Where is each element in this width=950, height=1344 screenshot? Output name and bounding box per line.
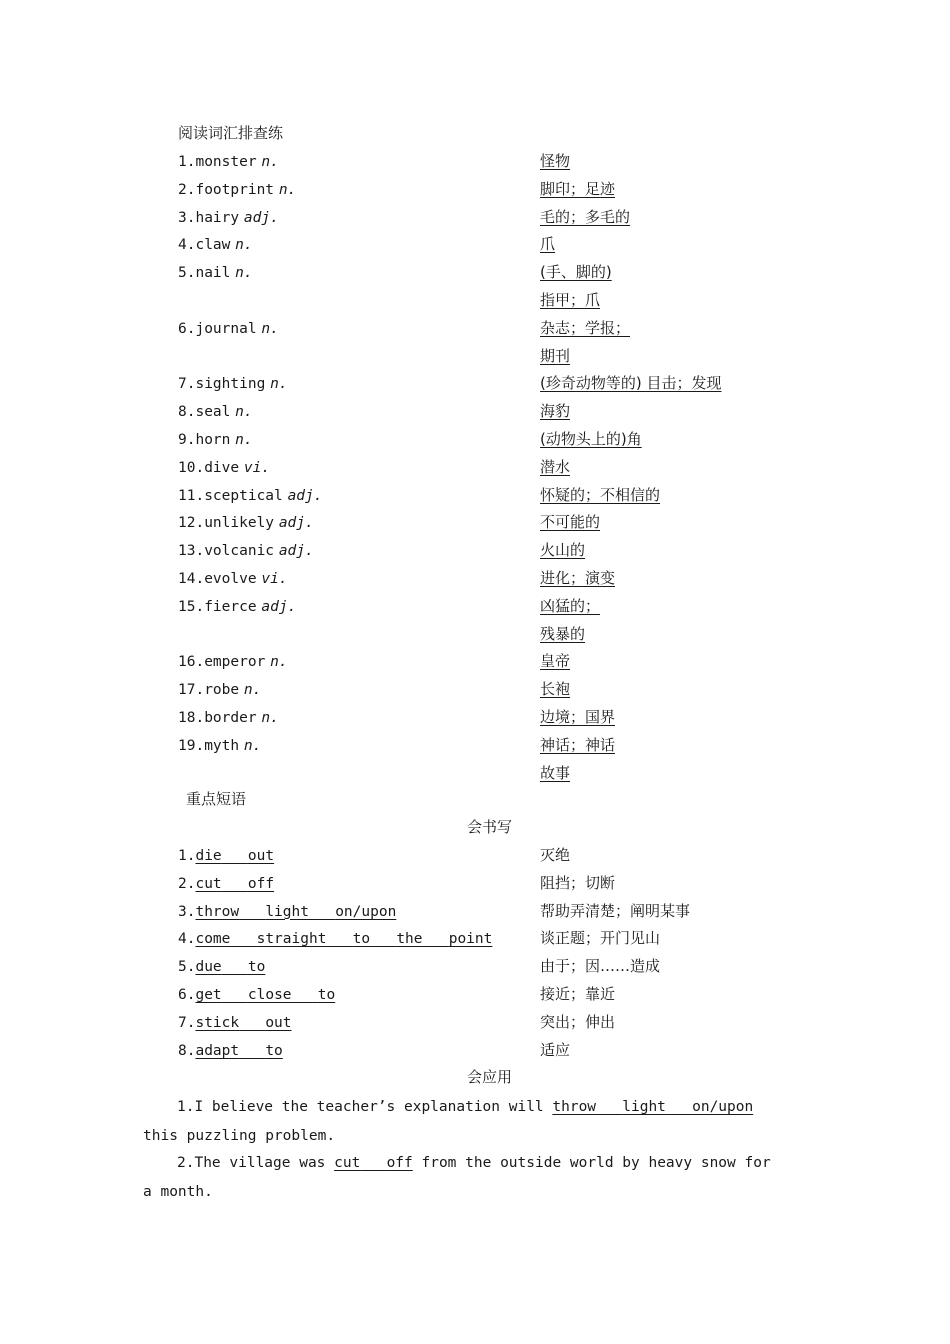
vocab-meaning [540,512,600,532]
vocab-word: unlikely [204,515,275,532]
vocab-meaning-text: 潜水 [540,457,571,476]
vocab-meaning [540,735,615,755]
sentence-blank-word: light [622,1099,666,1115]
sentence-number: 1. [177,1099,195,1115]
phrase-word: get [195,987,222,1003]
vocab-meaning [540,290,600,310]
vocab-pos: n. [235,265,253,282]
phrase-meaning-text: 适应 [540,1040,571,1059]
phrase-word: to [352,931,371,948]
phrase-gap [230,931,256,947]
phrase-gap [222,959,248,975]
vocab-word: evolve [204,571,257,587]
vocab-meaning [540,401,570,421]
phrase-meaning-text: 突出；伸出 [540,1012,616,1031]
vocab-meaning-text: (动物头上的)角 [540,430,642,448]
phrase-gap [222,848,248,864]
vocab-meaning [540,429,642,449]
vocab-meaning-text: 故事 [540,763,571,782]
phrase-word: light [265,903,309,920]
vocab-pos: n. [235,237,253,254]
phrase-word: point [448,931,493,948]
phrase-word: due [195,959,222,976]
sentence-blank-word: on/upon [692,1099,754,1115]
vocab-word: border [204,710,257,726]
phrase-number: 2. [178,875,196,892]
phrase-word: cut [195,875,222,892]
vocab-word: nail [195,265,231,282]
vocab-pos: adj. [287,487,323,504]
phrase-gap [239,1015,265,1031]
section-title-text: 重点短语 [186,790,247,808]
vocab-meaning [540,151,570,171]
phrase-word: throw [195,903,240,920]
phrase-number: 3. [178,903,196,920]
vocab-meaning-text: 爪 [540,235,556,254]
vocab-meaning-text: 长袍 [540,680,571,699]
phrase-gap [292,987,318,1003]
subheading-text: 会应用 [467,1068,513,1086]
vocab-number: 11. [178,487,205,504]
vocab-item [178,401,253,422]
vocab-meaning-text: 杂志；学报； [540,318,631,337]
vocab-meaning [540,373,721,393]
vocab-word: sighting [195,376,266,393]
vocab-number: 2. [178,181,196,198]
vocab-number: 19. [178,737,205,754]
phrase-meaning-text: 由于；因……造成 [540,957,661,976]
phrase-number: 8. [178,1042,196,1059]
phrase-word: die [195,848,222,864]
vocab-meaning-text: 边境；国界 [540,708,616,726]
vocab-item [178,596,296,617]
phrase-gap [222,987,248,1003]
vocab-meaning-text: (珍奇动物等的) 目击；发现 [540,374,722,393]
phrase-gap [239,1043,265,1059]
vocab-meaning [540,568,615,588]
vocab-item [178,234,253,255]
vocab-meaning [540,485,660,505]
vocab-word: emperor [204,654,266,671]
vocab-word: dive [204,459,240,476]
sentence-blank-word: off [386,1155,413,1171]
phrase-word: close [247,987,292,1003]
phrase-word: on/upon [335,903,397,920]
vocab-pos: vi. [261,571,288,587]
vocab-word: myth [204,737,240,754]
phrase-number: 1. [178,848,196,864]
phrase-word: come [195,931,231,948]
sentence-before: The village was [194,1155,335,1171]
vocab-pos: adj. [243,209,279,226]
vocab-pos: n. [235,404,253,421]
vocab-item [178,707,279,728]
phrase-meaning [540,901,690,921]
vocab-word: monster [195,154,257,170]
phrase-word: off [247,875,275,892]
phrase-item [178,1040,283,1061]
vocab-number: 15. [178,598,205,615]
phrase-meaning [540,956,660,976]
vocab-word: footprint [195,181,275,198]
vocab-number: 14. [178,571,205,587]
phrase-meaning [540,984,615,1004]
vocab-number: 4. [178,237,196,254]
vocab-word: hairy [195,209,240,226]
vocab-meaning [540,540,585,560]
phrase-word: adapt [195,1042,240,1059]
blank-gap [596,1099,622,1115]
vocab-pos: adj. [278,543,314,560]
vocab-meaning-text: 凶猛的； [540,596,601,615]
section-title-text: 阅读词汇排查练 [178,124,284,142]
vocab-number: 12. [178,515,205,532]
phrase-word: out [247,848,275,864]
vocab-meaning-text: 指甲；爪 [540,291,601,309]
vocab-word: horn [195,432,231,448]
vocab-pos: vi. [243,459,271,476]
phrase-gap [309,904,335,920]
vocab-number: 6. [178,320,196,337]
phrase-meaning-text: 阻挡；切断 [540,873,616,892]
example-sentence [143,1148,783,1206]
phrase-word: straight [256,931,327,948]
phrase-number: 5. [178,959,196,976]
phrase-meaning-text: 谈正题；开门见山 [540,929,661,948]
phrase-item [178,928,492,949]
vocab-word: seal [195,404,231,421]
vocab-meaning [540,624,585,644]
vocab-item [178,540,314,561]
phrase-word: to [247,959,266,976]
phrase-word: to [265,1042,283,1059]
section-title-reading [178,123,283,143]
phrase-gap [370,931,396,947]
vocab-item [178,207,279,228]
sentence-blank-word: cut [334,1155,361,1171]
vocab-meaning-text: 毛的；多毛的 [540,207,631,226]
phrase-word: the [396,931,423,948]
vocab-item [178,373,288,394]
vocab-meaning-text: 脚印；足迹 [540,179,616,198]
vocab-meaning [540,179,615,199]
vocab-meaning-text: (手、脚的) [540,263,612,282]
phrase-item [178,901,396,922]
vocab-meaning-text: 不可能的 [540,513,601,532]
sentence-number: 2. [177,1155,195,1171]
vocab-item [178,485,322,506]
subheading-write [467,817,512,837]
phrase-meaning-text: 接近；靠近 [540,985,616,1003]
vocab-number: 8. [178,404,196,421]
vocab-meaning [540,596,600,616]
vocab-meaning [540,707,615,727]
sentence-after: this puzzling problem. [143,1128,336,1144]
phrase-meaning-text: 灭绝 [540,846,571,864]
vocab-item [178,679,261,700]
vocab-meaning-text: 火山的 [540,541,586,560]
phrase-meaning [540,1040,570,1060]
vocab-word: volcanic [204,543,275,560]
phrase-word: to [317,987,336,1003]
vocab-word: robe [204,682,240,699]
vocab-item [178,151,279,172]
vocab-item [178,457,270,478]
vocab-meaning-text: 期刊 [540,346,571,365]
section-title-phrases [186,789,246,809]
vocab-item [178,429,253,450]
vocab-meaning-text: 神话；神话 [540,735,616,754]
vocab-word: sceptical [204,487,283,504]
vocab-number: 10. [178,459,205,476]
vocab-number: 1. [178,154,196,170]
vocab-word: fierce [204,598,257,615]
vocab-meaning-text: 进化；演变 [540,569,616,587]
vocab-meaning [540,346,570,366]
vocab-meaning [540,318,630,338]
vocab-meaning-text: 残暴的 [540,624,586,643]
vocab-number: 18. [178,710,205,726]
phrase-gap [423,931,449,947]
sentence-after: from the outside world by heavy snow for a month. [143,1155,771,1200]
vocab-pos: n. [243,737,262,754]
phrase-item [178,984,335,1005]
vocab-meaning [540,763,570,783]
vocab-word: journal [195,320,257,337]
vocab-item [178,262,253,283]
vocab-meaning-text: 怀疑的；不相信的 [540,485,661,504]
example-sentence-body [143,1155,771,1200]
vocab-pos: n. [261,320,279,337]
vocab-pos: n. [235,432,253,448]
sentence-before: I believe the teacher’s explanation will [194,1099,553,1115]
vocab-pos: adj. [278,515,314,532]
vocab-meaning [540,679,570,699]
phrase-item [178,845,274,866]
phrase-gap [326,931,352,947]
vocab-meaning [540,651,570,671]
example-sentence-body [143,1099,753,1144]
vocab-item [178,568,288,589]
vocab-number: 3. [178,209,196,226]
blank-gap [360,1155,386,1171]
phrase-number: 4. [178,931,196,948]
vocab-number: 13. [178,543,205,560]
phrase-meaning [540,845,570,865]
phrase-item [178,873,274,894]
vocab-item [178,735,261,756]
vocab-meaning-text: 海豹 [540,402,571,421]
phrase-number: 7. [178,1014,196,1031]
phrase-gap [222,876,248,892]
vocab-pos: n. [278,181,297,198]
vocab-meaning [540,234,555,254]
vocab-number: 16. [178,654,205,671]
vocab-meaning-text: 怪物 [540,152,571,170]
phrase-gap [239,904,265,920]
phrase-item [178,956,265,977]
sentence-blank-word: throw [552,1099,597,1115]
vocab-number: 7. [178,376,196,393]
vocab-pos: adj. [261,598,297,615]
vocab-pos: n. [261,154,279,170]
vocab-number: 17. [178,682,205,699]
vocab-item [178,512,314,533]
vocab-number: 9. [178,432,196,448]
vocab-pos: n. [270,654,288,671]
vocab-item [178,179,296,200]
subheading-text: 会书写 [467,818,513,836]
vocab-meaning [540,262,612,282]
vocab-word: claw [195,237,231,254]
vocab-pos: n. [261,710,279,726]
phrase-number: 6. [178,987,196,1003]
phrase-meaning [540,1012,615,1032]
blank-gap [666,1099,692,1115]
phrase-word: stick [195,1014,240,1031]
phrase-item [178,1012,292,1033]
example-sentence [143,1092,783,1150]
vocab-item [178,318,279,339]
phrase-meaning [540,873,615,893]
vocab-meaning [540,207,630,227]
vocab-meaning-text: 皇帝 [540,652,571,671]
vocab-item [178,651,288,672]
vocab-pos: n. [270,376,288,393]
vocab-pos: n. [243,682,262,699]
phrase-meaning-text: 帮助弄清楚；阐明某事 [540,901,691,920]
vocab-meaning [540,457,570,477]
vocab-number: 5. [178,265,196,282]
phrase-word: out [265,1014,292,1031]
phrase-meaning [540,928,660,948]
subheading-apply [467,1067,512,1087]
